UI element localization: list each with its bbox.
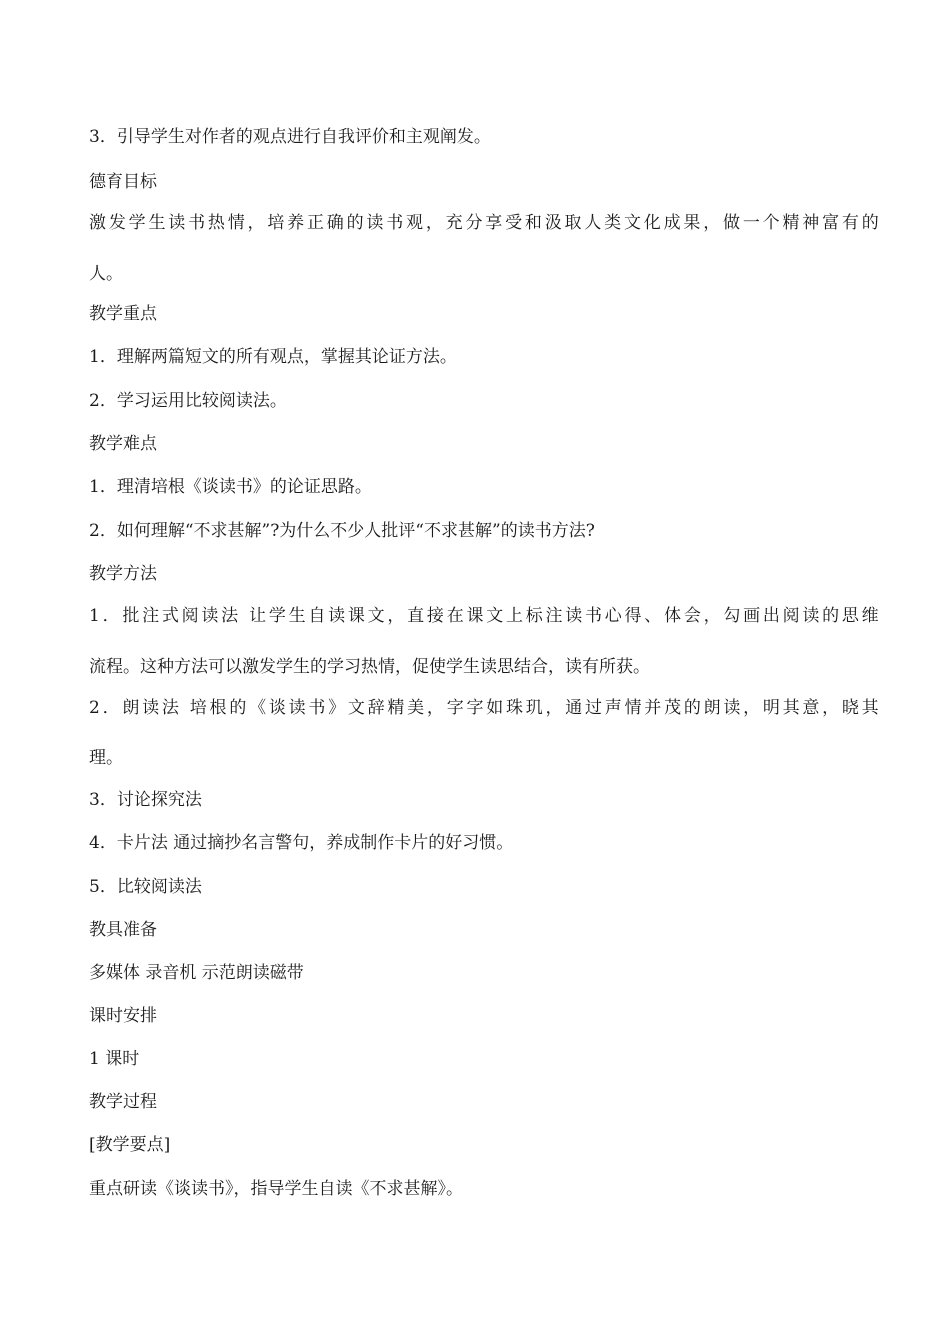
heading-process: 教学过程 — [89, 1092, 157, 1112]
method-2-line-1: 2．朗读法 培根的《谈读书》文辞精美，字字如珠玑，通过声情并茂的朗读，明其意，晓其 — [89, 698, 879, 718]
key-point-2: 2．学习运用比较阅读法。 — [89, 391, 287, 411]
heading-methods: 教学方法 — [89, 564, 157, 584]
method-3: 3．讨论探究法 — [89, 790, 202, 810]
heading-difficulties: 教学难点 — [89, 434, 157, 454]
moral-goal-text-1: 激发学生读书热情，培养正确的读书观，充分享受和汲取人类文化成果，做一个精神富有的 — [89, 213, 879, 233]
difficulty-1: 1．理清培根《谈读书》的论证思路。 — [89, 477, 372, 497]
heading-key-points: 教学重点 — [89, 304, 157, 324]
teaching-points-label: [教学要点] — [89, 1135, 171, 1155]
schedule-text: 1 课时 — [89, 1049, 140, 1069]
method-4: 4．卡片法 通过摘抄名言警句，养成制作卡片的好习惯。 — [89, 833, 514, 853]
difficulty-2: 2．如何理解“不求甚解”?为什么不少人批评“不求甚解”的读书方法? — [89, 521, 595, 541]
teaching-aids-text: 多媒体 录音机 示范朗读磁带 — [89, 963, 304, 983]
heading-teaching-aids: 教具准备 — [89, 920, 157, 940]
method-1-line-1: 1．批注式阅读法 让学生自读课文，直接在课文上标注读书心得、体会，勾画出阅读的思维 — [89, 606, 879, 626]
moral-goal-text-2: 人。 — [89, 264, 123, 284]
method-1-line-2: 流程。这种方法可以激发学生的学习热情，促使学生读思结合，读有所获。 — [89, 657, 650, 677]
method-2-line-2: 理。 — [89, 748, 123, 768]
teaching-points-text: 重点研读《谈读书》，指导学生自读《不求甚解》。 — [89, 1179, 463, 1199]
heading-schedule: 课时安排 — [89, 1006, 157, 1026]
method-5: 5．比较阅读法 — [89, 877, 202, 897]
key-point-1: 1．理解两篇短文的所有观点，掌握其论证方法。 — [89, 347, 457, 367]
goal-line-3: 3．引导学生对作者的观点进行自我评价和主观阐发。 — [89, 127, 491, 147]
heading-moral-goal: 德育目标 — [89, 172, 157, 192]
